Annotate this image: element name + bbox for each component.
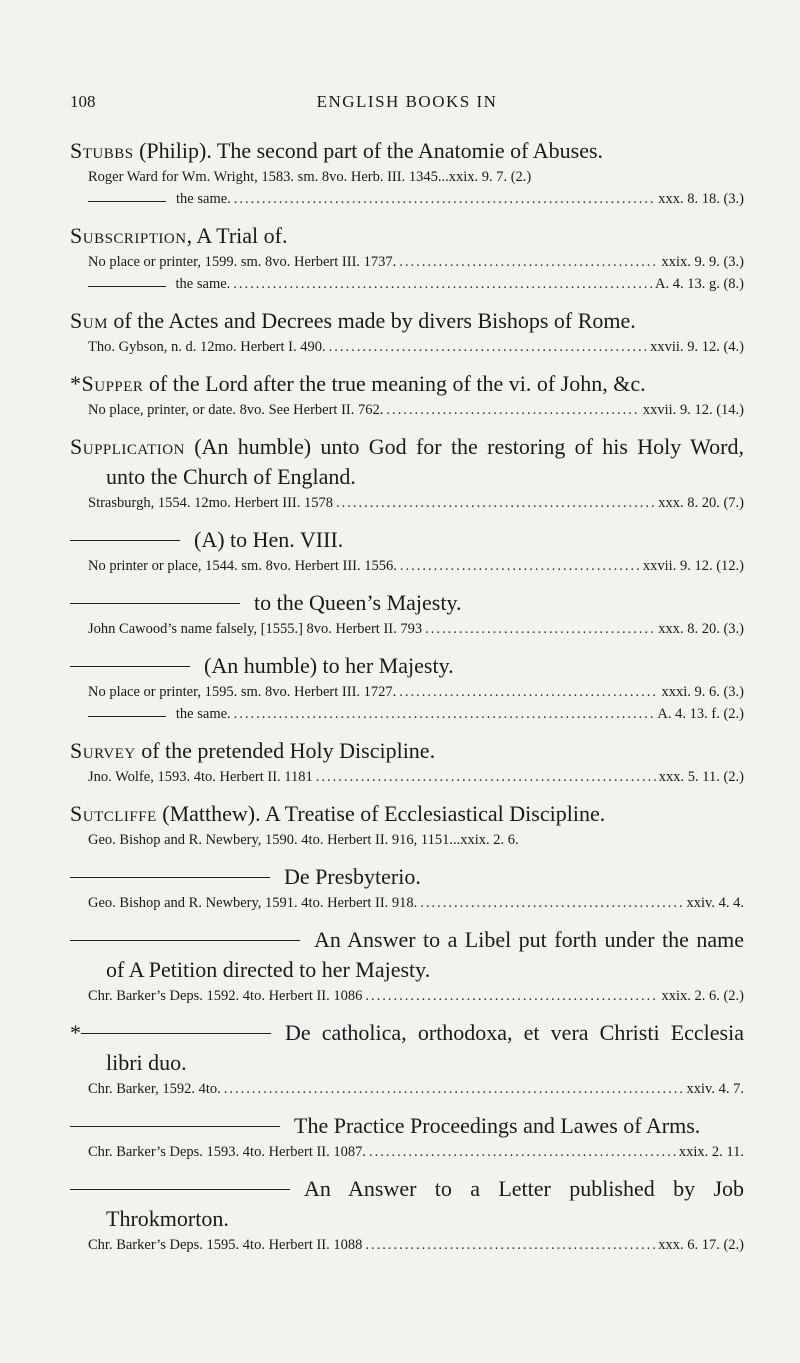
imprint-line — [88, 492, 744, 514]
leader-dots — [420, 892, 683, 914]
imprint-text: No printer or place, 1544. sm. 8vo. Herbert III. 1556. — [88, 558, 397, 574]
imprint-line — [88, 1234, 744, 1256]
entry-headword: *Supper — [70, 371, 144, 396]
catalogue-entry — [70, 799, 744, 851]
imprint-line — [88, 273, 744, 295]
entry-title: , A Trial of. — [186, 223, 288, 248]
leader-dots — [336, 492, 655, 514]
imprint-line — [88, 336, 744, 358]
leader-dots — [233, 273, 652, 295]
page-number: 108 — [70, 92, 96, 111]
shelfmark: xxx. 8. 20. (3.) — [658, 621, 744, 637]
entry-title: An Answer to a Letter published by Job Throkmorton. — [106, 1176, 744, 1231]
imprint-line — [88, 166, 744, 188]
entry-headword: Sum — [70, 308, 108, 333]
entry-heading — [70, 1111, 744, 1141]
entry-title: of the Actes and Decrees made by divers Bishops of Rome. — [107, 308, 636, 333]
entry-heading — [70, 862, 744, 892]
catalogue-entry — [70, 306, 744, 358]
ditto-rule — [70, 1189, 290, 1190]
leader-dots — [234, 188, 655, 210]
ditto-rule — [70, 940, 300, 941]
leader-dots — [399, 251, 658, 273]
catalogue-entry — [70, 432, 744, 514]
leader-dots — [386, 399, 640, 421]
imprint-line — [88, 703, 744, 725]
entry-title: of the Lord after the true meaning of the vi. of John, &c. — [143, 371, 646, 396]
catalogue-entry — [70, 588, 744, 640]
imprint-line — [88, 618, 744, 640]
shelfmark: xxiv. 4. 4. — [686, 895, 744, 911]
entry-headword: Survey — [70, 738, 136, 763]
ditto-rule — [88, 201, 166, 202]
leader-dots — [224, 1078, 684, 1100]
shelfmark: xxx. 8. 18. (3.) — [658, 191, 744, 207]
imprint-line — [88, 251, 744, 273]
imprint-text: Geo. Bishop and R. Newbery, 1590. 4to. Herbert II. 916, 1151 — [88, 832, 450, 848]
imprint-text: Geo. Bishop and R. Newbery, 1591. 4to. Herbert II. 918. — [88, 895, 418, 911]
entry-heading — [70, 136, 744, 166]
entry-heading — [70, 369, 744, 399]
imprint-text: No place or printer, 1599. sm. 8vo. Herbert III. 1737. — [88, 254, 397, 270]
entry-star: * — [70, 1020, 81, 1045]
ditto-rule — [88, 716, 166, 717]
entry-heading — [70, 221, 744, 251]
entry-title: to the Queen’s Majesty. — [254, 590, 462, 615]
catalogue-entry — [70, 736, 744, 788]
imprint-text: the same. — [175, 276, 231, 292]
entry-heading — [70, 432, 744, 492]
catalogue-entry — [70, 369, 744, 421]
page-header — [70, 92, 744, 116]
imprint-line — [88, 829, 744, 851]
entry-headword: Supplication — [70, 434, 185, 459]
catalogue-entries — [70, 136, 744, 1267]
catalogue-entry — [70, 651, 744, 725]
imprint-text: Roger Ward for Wm. Wright, 1583. sm. 8vo. Herb. III. 1345 — [88, 169, 438, 185]
catalogue-entry — [70, 1018, 744, 1100]
leader-dots — [369, 1141, 676, 1163]
catalogue-entry — [70, 862, 744, 914]
imprint-text: Chr. Barker’s Deps. 1593. 4to. Herbert II. 1087. — [88, 1144, 366, 1160]
shelfmark: xxvii. 9. 12. (4.) — [650, 339, 744, 355]
leader-dots — [399, 681, 658, 703]
imprint-text: Chr. Barker’s Deps. 1595. 4to. Herbert II. 1088 — [88, 1237, 363, 1253]
entry-heading — [70, 651, 744, 681]
imprint-line — [88, 766, 744, 788]
imprint-text: the same. — [176, 191, 231, 207]
leader-dots — [400, 555, 640, 577]
leader-dots — [365, 985, 658, 1007]
shelfmark: xxvii. 9. 12. (12.) — [642, 558, 744, 574]
leader-dots — [316, 766, 656, 788]
ditto-rule — [81, 1033, 271, 1034]
imprint-line — [88, 892, 744, 914]
ditto-rule — [70, 540, 180, 541]
entry-title: (A) to Hen. VIII. — [194, 527, 344, 552]
shelfmark: xxx. 5. 11. (2.) — [658, 769, 744, 785]
catalogue-entry — [70, 136, 744, 210]
leader-dots — [234, 703, 655, 725]
imprint-text: the same. — [175, 706, 231, 722]
shelfmark: xxx. 6. 17. (2.) — [658, 1237, 744, 1253]
shelfmark: ...xxix. 2. 6. — [449, 832, 519, 848]
entry-headword: Stubbs — [70, 138, 134, 163]
ditto-rule — [70, 666, 190, 667]
shelfmark: A. 4. 13. f. (2.) — [657, 706, 744, 722]
shelfmark: xxxi. 9. 6. (3.) — [661, 684, 744, 700]
entry-title: The Practice Proceedings and Lawes of Arms. — [294, 1113, 701, 1138]
entry-headword: Subscription — [70, 223, 187, 248]
imprint-text: Jno. Wolfe, 1593. 4to. Herbert II. 1181 — [88, 769, 313, 785]
shelfmark: xxix. 2. 11. — [678, 1144, 744, 1160]
entry-title: De Presbyterio. — [284, 864, 421, 889]
running-head: ENGLISH BOOKS IN — [316, 92, 498, 111]
entry-title: An Answer to a Libel put forth under the name of A Petition directed to her Majesty. — [106, 927, 744, 982]
entry-heading — [70, 1018, 744, 1078]
imprint-line — [88, 985, 744, 1007]
entry-title: (An humble) unto God for the restoring of his Holy Word, unto the Church of England. — [106, 434, 744, 489]
shelfmark: xxix. 9. 9. (3.) — [661, 254, 744, 270]
entry-title: De catholica, orthodoxa, et vera Christi Ecclesia libri duo. — [106, 1020, 744, 1075]
imprint-text: John Cawood’s name falsely, [1555.] 8vo. Herbert II. 793 — [88, 621, 423, 637]
entry-heading — [70, 799, 744, 829]
shelfmark: xxiv. 4. 7. — [686, 1081, 744, 1097]
leader-dots — [425, 618, 655, 640]
catalogue-entry — [70, 925, 744, 1007]
ditto-rule — [70, 1126, 280, 1127]
entry-heading — [70, 306, 744, 336]
entry-title: of the pretended Holy Discipline. — [135, 738, 436, 763]
shelfmark: A. 4. 13. g. (8.) — [654, 276, 744, 292]
imprint-line — [88, 555, 744, 577]
catalogue-entry — [70, 1111, 744, 1163]
imprint-text: Strasburgh, 1554. 12mo. Herbert III. 1578 — [88, 495, 333, 511]
entry-title: (An humble) to her Majesty. — [204, 653, 454, 678]
shelfmark: ...xxix. 9. 7. (2.) — [437, 169, 532, 185]
entry-title: (Philip). The second part of the Anatomie of Abuses. — [133, 138, 604, 163]
imprint-line — [88, 1078, 744, 1100]
shelfmark: xxvii. 9. 12. (14.) — [642, 402, 744, 418]
imprint-text: No place or printer, 1595. sm. 8vo. Herbert III. 1727. — [88, 684, 397, 700]
imprint-text: Tho. Gybson, n. d. 12mo. Herbert I. 490. — [88, 339, 326, 355]
entry-title: (Matthew). A Treatise of Ecclesiastical Discipline. — [156, 801, 606, 826]
imprint-text: No place, printer, or date. 8vo. See Herbert II. 762. — [88, 402, 384, 418]
imprint-line — [88, 681, 744, 703]
shelfmark: xxx. 8. 20. (7.) — [658, 495, 744, 511]
catalogue-entry — [70, 525, 744, 577]
ditto-rule — [70, 877, 270, 878]
ditto-rule — [70, 603, 240, 604]
entry-heading — [70, 588, 744, 618]
leader-dots — [365, 1234, 655, 1256]
entry-headword: Sutcliffe — [70, 801, 157, 826]
entry-heading — [70, 925, 744, 985]
entry-heading — [70, 525, 744, 555]
ditto-rule — [88, 286, 166, 287]
catalogue-entry — [70, 221, 744, 295]
catalogue-entry — [70, 1174, 744, 1256]
imprint-line — [88, 1141, 744, 1163]
leader-dots — [329, 336, 648, 358]
shelfmark: xxix. 2. 6. (2.) — [661, 988, 744, 1004]
entry-heading — [70, 736, 744, 766]
imprint-line — [88, 188, 744, 210]
imprint-text: Chr. Barker, 1592. 4to. — [88, 1081, 221, 1097]
entry-heading — [70, 1174, 744, 1234]
imprint-line — [88, 399, 744, 421]
imprint-text: Chr. Barker’s Deps. 1592. 4to. Herbert II. 1086 — [88, 988, 363, 1004]
